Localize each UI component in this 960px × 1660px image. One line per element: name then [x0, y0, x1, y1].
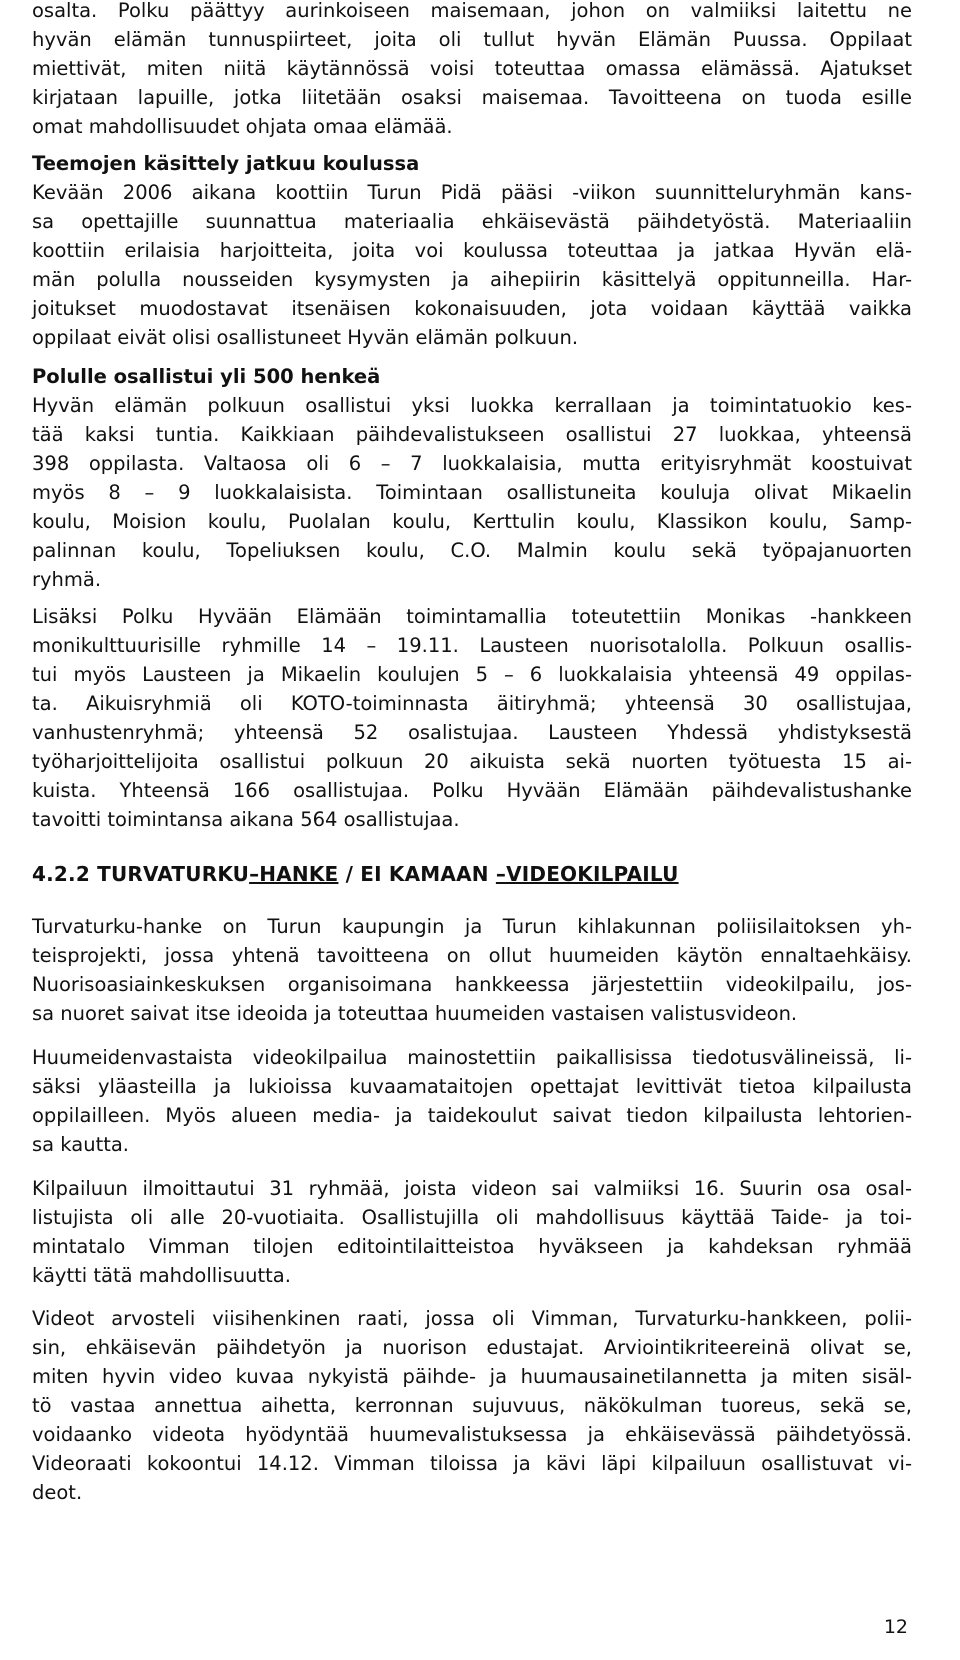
section-paragraph	[32, 178, 912, 352]
text-line: ryhmä.	[32, 568, 102, 591]
heading-part-videokilpailu: –VIDEOKILPAILU	[495, 862, 679, 886]
text-line: sa kautta.	[32, 1133, 130, 1156]
text-line: deot.	[32, 1481, 83, 1504]
text-line: kuista. Yhteensä 166 osallistujaa. Polku Hyvään Elämään päihdevalistushanke	[32, 779, 912, 802]
text-line: vanhustenryhmä; yhteensä 52 osalistujaa. Lausteen Yhdessä yhdistyksestä	[32, 721, 912, 744]
text-line: osalta. Polku päättyy aurinkoiseen maisemaan, johon on valmiiksi laitettu ne	[32, 0, 912, 22]
text-line: oppilaat eivät olisi osallistuneet Hyvän elämän polkuun.	[32, 326, 579, 349]
text-line: Videot arvosteli viisihenkinen raati, jossa oli Vimman, Turvaturku-hankkeen, polii-	[32, 1307, 912, 1330]
text-line: käytti tätä mahdollisuutta.	[32, 1264, 291, 1287]
section-polulle-paragraph-2	[32, 602, 912, 834]
text-line: koulu, Moision koulu, Puolalan koulu, Kerttulin koulu, Klassikon koulu, Samp-	[32, 510, 912, 533]
text-line: listujista oli alle 20-vuotiaita. Osallistujilla oli mahdollisuus käyttää Taide- ja toi-	[32, 1206, 912, 1229]
text-line: kirjataan lapuille, jotka liitetään osaksi maisemaa. Tavoitteena on tuoda esille	[32, 86, 912, 109]
text-line: sin, ehkäisevän päihdetyön ja nuorison edustajat. Arviointikriteereinä olivat se,	[32, 1336, 912, 1359]
text-line: sa nuoret saivat itse ideoida ja toteuttaa huumeiden vastaisen valistusvideon.	[32, 1002, 798, 1025]
text-line: sa opettajille suunnattua materiaalia ehkäisevästä päihdetyöstä. Materiaaliin	[32, 210, 912, 233]
section-heading: Polulle osallistui yli 500 henkeä	[32, 365, 381, 388]
text-line: teisprojekti, jossa yhtenä tavoitteena on ollut huumeiden käytön ennaltaehkäisy.	[32, 944, 912, 967]
turvaturku-paragraph-4	[32, 1304, 912, 1507]
section-teemat	[32, 149, 912, 352]
text-line: myös 8 – 9 luokkalaisista. Toimintaan osallistuneita kouluja olivat Mikaelin	[32, 481, 912, 504]
section-turvaturku	[32, 860, 912, 889]
intro-paragraph	[32, 0, 912, 141]
text-line: Turvaturku-hanke on Turun kaupungin ja Turun kihlakunnan poliisilaitoksen yh-	[32, 915, 912, 938]
text-line: joitukset muodostavat itsenäisen kokonaisuuden, jota voidaan käyttää vaikka	[32, 297, 912, 320]
text-line: Videoraati kokoontui 14.12. Vimman tiloissa ja kävi läpi kilpailuun osallistuvat vi-	[32, 1452, 912, 1475]
section-paragraph	[32, 391, 912, 594]
text-line: tää kaksi tuntia. Kaikkiaan päihdevalistukseen osallistui 27 luokkaa, yhteensä	[32, 423, 912, 446]
text-line: Lisäksi Polku Hyvään Elämään toimintamallia toteutettiin Monikas -hankkeen	[32, 605, 912, 628]
text-line: mintatalo Vimman tilojen editointilaitteistoa hyväkseen ja kahdeksan ryhmää	[32, 1235, 912, 1258]
turvaturku-paragraph-3	[32, 1174, 912, 1290]
text-line: koottiin erilaisia harjoitteita, joita voi koulussa toteuttaa ja jatkaa Hyvän elä-	[32, 239, 912, 262]
turvaturku-paragraph-1	[32, 912, 912, 1028]
heading-prefix: 4.2.2 TURVATURKU	[32, 862, 250, 886]
text-line: oppilailleen. Myös alueen media- ja taidekoulut saivat tiedon kilpailusta lehtorien-	[32, 1104, 912, 1127]
text-line: 398 oppilasta. Valtaosa oli 6 – 7 luokkalaisia, mutta erityisryhmät koostuivat	[32, 452, 912, 475]
text-line: voidaanko videota hyödyntää huumevalistuksessa ja ehkäisevässä päihdetyössä.	[32, 1423, 912, 1446]
text-line: työharjoittelijoita osallistui polkuun 20 aikuista sekä nuorten työtuesta 15 ai-	[32, 750, 912, 773]
text-line: Nuorisoasiainkeskuksen organisoimana hankkeessa järjestettiin videokilpailu, jos-	[32, 973, 912, 996]
section-heading: Teemojen käsittely jatkuu koulussa	[32, 152, 420, 175]
text-line: tui myös Lausteen ja Mikaelin koulujen 5 – 6 luokkalaisia yhteensä 49 oppilas-	[32, 663, 912, 686]
text-line: män polulla nousseiden kysymysten ja aihepiirin käsittelyä oppitunneilla. Har-	[32, 268, 912, 291]
text-line: omat mahdollisuudet ohjata omaa elämää.	[32, 115, 453, 138]
text-line: tö vastaa annettua aihetta, kerronnan sujuvuus, näkökulman tuoreus, sekä se,	[32, 1394, 912, 1417]
text-line: ta. Aikuisryhmiä oli KOTO-toiminnasta äitiryhmä; yhteensä 30 osallistujaa,	[32, 692, 912, 715]
turvaturku-paragraph-2	[32, 1043, 912, 1159]
text-line: tavoitti toimintansa aikana 564 osallistujaa.	[32, 808, 460, 831]
chapter-heading	[32, 860, 912, 889]
heading-part-mid: / EI KAMAAN	[338, 862, 496, 886]
text-line: Kevään 2006 aikana koottiin Turun Pidä pääsi -viikon suunnitteluryhmän kans-	[32, 181, 912, 204]
page-number: 12	[883, 1616, 908, 1638]
text-line: Hyvän elämän polkuun osallistui yksi luokka kerrallaan ja toimintatuokio kes-	[32, 394, 912, 417]
text-line: säksi yläasteilla ja lukioissa kuvaamataitojen opettajat levittivät tietoa kilpailusta	[32, 1075, 912, 1098]
text-line: Kilpailuun ilmoittautui 31 ryhmää, joista videon sai valmiiksi 16. Suurin osa osal-	[32, 1177, 912, 1200]
text-line: Huumeidenvastaista videokilpailua mainostettiin paikallisissa tiedotusvälineissä, li-	[32, 1046, 912, 1069]
text-line: miettivät, miten niitä käytännössä voisi toteuttaa omassa elämässä. Ajatukset	[32, 57, 912, 80]
text-line: monikulttuurisille ryhmille 14 – 19.11. Lausteen nuorisotalolla. Polkuun osallis-	[32, 634, 912, 657]
text-line: hyvän elämän tunnuspiirteet, joita oli tullut hyvän Elämän Puussa. Oppilaat	[32, 28, 912, 51]
text-line: miten hyvin video kuvaa nykyistä päihde- ja huumausainetilannetta ja miten sisäl-	[32, 1365, 912, 1388]
section-polulle	[32, 362, 912, 594]
heading-part-hanke: –HANKE	[249, 862, 339, 886]
text-line: palinnan koulu, Topeliuksen koulu, C.O. Malmin koulu sekä työpajanuorten	[32, 539, 912, 562]
